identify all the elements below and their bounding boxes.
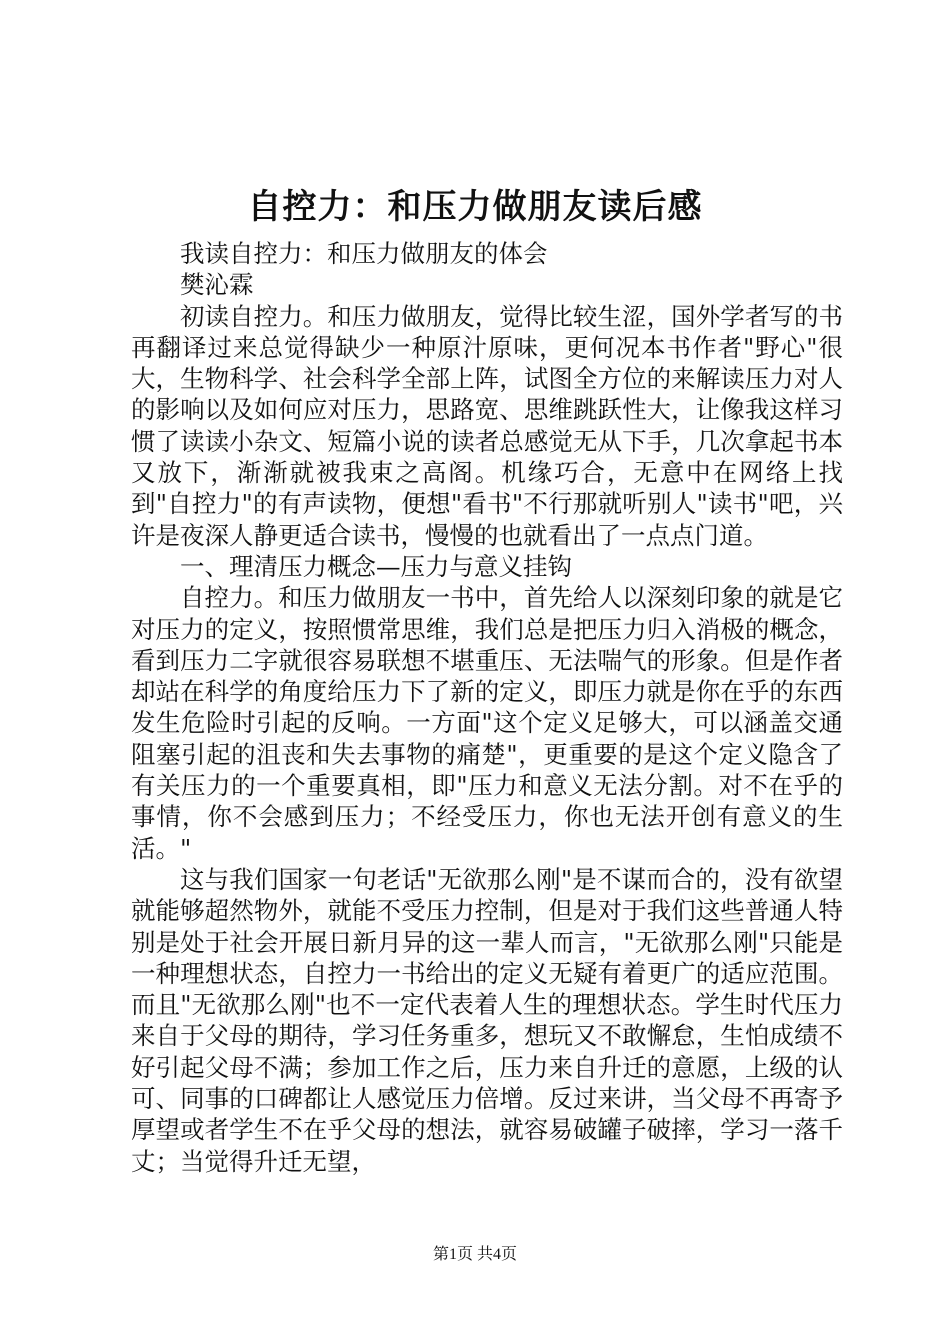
body-paragraph: 这与我们国家一句老话"无欲那么刚"是不谋而合的，没有欲望就能够超然物外，就能不受压力控制，但是对于我们这些普通人特别是处于社会开展日新月异的这一辈人而言，"无欲那么刚"只能是一种理想状态，自控力一书给出的定义无疑有着更广的适应范围。而且"无欲那么刚"也不一定代表着人生的理想状态。学生时代压力来自于父母的期待，学习任务重多，想玩又不敢懈怠，生怕成绩不好引起父母不满；参加工作之后，压力来自升迁的意愿，上级的认可、同事的口碑都让人感觉压力倍增。反过来讲，当父母不再寄予厚望或者学生不在乎父母的想法，就容易破罐子破摔，学习一落千丈；当觉得升迁无望， (131, 864, 843, 1176)
section-heading: 一、理清压力概念—压力与意义挂钩 (180, 551, 572, 581)
subtitle-paragraph: 我读自控力：和压力做朋友的体会 (180, 239, 548, 268)
document-body (131, 238, 843, 1177)
author-name: 樊沁霖 (180, 270, 254, 300)
document-title: 自控力：和压力做朋友读后感 (247, 187, 703, 227)
body-paragraph: 初读自控力。和压力做朋友，觉得比较生涩，国外学者写的书再翻译过来总觉得缺少一种原汁原味，更何况本书作者"野心"很大，生物科学、社会科学全部上阵，试图全方位的来解读压力对人的影响以及如何应对压力，思路宽、思维跳跃性大，让像我这样习惯了读读小杂文、短篇小说的读者总感觉无从下手，几次拿起书本又放下，渐渐就被我束之高阁。机缘巧合，无意中在网络上找到"自控力"的有声读物，便想"看书"不行那就听别人"读书"吧，兴许是夜深人静更适合读书，慢慢的也就看出了一点点门道。 (131, 301, 843, 550)
page-number-footer: 第1页 共4页 (432, 1246, 517, 1263)
body-paragraph: 自控力。和压力做朋友一书中，首先给人以深刻印象的就是它对压力的定义，按照惯常思维，我们总是把压力归入消极的概念，看到压力二字就很容易联想不堪重压、无法喘气的形象。但是作者却站在科学的角度给压力下了新的定义，即压力就是你在乎的东西发生危险时引起的反响。一方面"这个定义足够大，可以涵盖交通阻塞引起的沮丧和失去事物的痛楚"，更重要的是这个定义隐含了有关压力的一个重要真相，即"压力和意义无法分割。对不在乎的事情，你不会感到压力；不经受压力，你也无法开创有意义的生活。" (131, 583, 843, 863)
